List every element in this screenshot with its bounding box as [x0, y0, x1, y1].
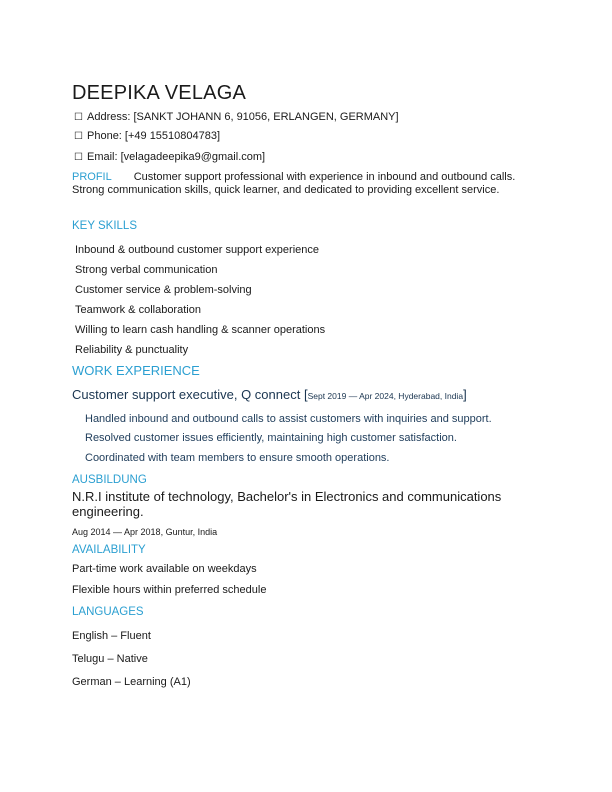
skill-item: Customer service & problem-solving [75, 284, 252, 296]
box-icon: ☐ [74, 112, 83, 123]
box-icon: ☐ [74, 131, 83, 142]
profile-section [72, 171, 540, 197]
profile-text: Customer support professional with experience in inbound and outbound calls. Strong communication skills, quick learner, and dedicated to providing excellent service. [72, 171, 516, 196]
skill-item: Willing to learn cash handling & scanner operations [75, 324, 326, 336]
key-skills-heading: KEY SKILLS [72, 220, 137, 232]
availability-item: Flexible hours within preferred schedule [72, 584, 267, 596]
duty-item: Coordinated with team members to ensure smooth operations. [85, 452, 390, 464]
phone-text: Phone: [+49 15510804783] [87, 130, 221, 142]
duty-item: Handled inbound and outbound calls to assist customers with inquiries and support. [85, 413, 492, 425]
education-institution: N.R.I institute of technology, Bachelor's in Electronics and communications engineering. [72, 489, 502, 519]
education-heading: AUSBILDUNG [72, 474, 147, 486]
email-text: Email: [velagadeepika9@gmail.com] [87, 151, 266, 163]
skill-item: Strong verbal communication [75, 264, 218, 276]
skill-item: Inbound & outbound customer support experience [75, 244, 319, 256]
address-text: Address: [SANKT JOHANN 6, 91056, ERLANGEN, GERMANY] [87, 111, 399, 123]
contact-address [74, 111, 399, 123]
bracket-open: [ [300, 387, 308, 402]
languages-heading: LANGUAGES [72, 606, 144, 618]
duty-item: Resolved customer issues efficiently, maintaining high customer satisfaction. [85, 432, 457, 444]
contact-email [74, 151, 265, 163]
work-experience-heading: WORK EXPERIENCE [72, 363, 200, 378]
candidate-name: DEEPIKA VELAGA [72, 82, 246, 104]
profile-label: PROFIL [72, 171, 112, 183]
job-title: Customer support executive, Q connect [72, 387, 301, 402]
language-item: Telugu – Native [72, 653, 148, 665]
job-details: Sept 2019 — Apr 2024, Hyderabad, India [307, 391, 464, 401]
skill-item: Teamwork & collaboration [75, 304, 201, 316]
box-icon: ☐ [74, 152, 83, 163]
job-title-line [72, 387, 467, 402]
availability-item: Part-time work available on weekdays [72, 563, 257, 575]
skill-item: Reliability & punctuality [75, 344, 189, 356]
education-dates: Aug 2014 — Apr 2018, Guntur, India [72, 527, 218, 537]
availability-heading: AVAILABILITY [72, 544, 146, 556]
bracket-close: ] [463, 387, 467, 402]
contact-phone [74, 130, 220, 142]
language-item: German – Learning (A1) [72, 676, 191, 688]
language-item: English – Fluent [72, 630, 151, 642]
